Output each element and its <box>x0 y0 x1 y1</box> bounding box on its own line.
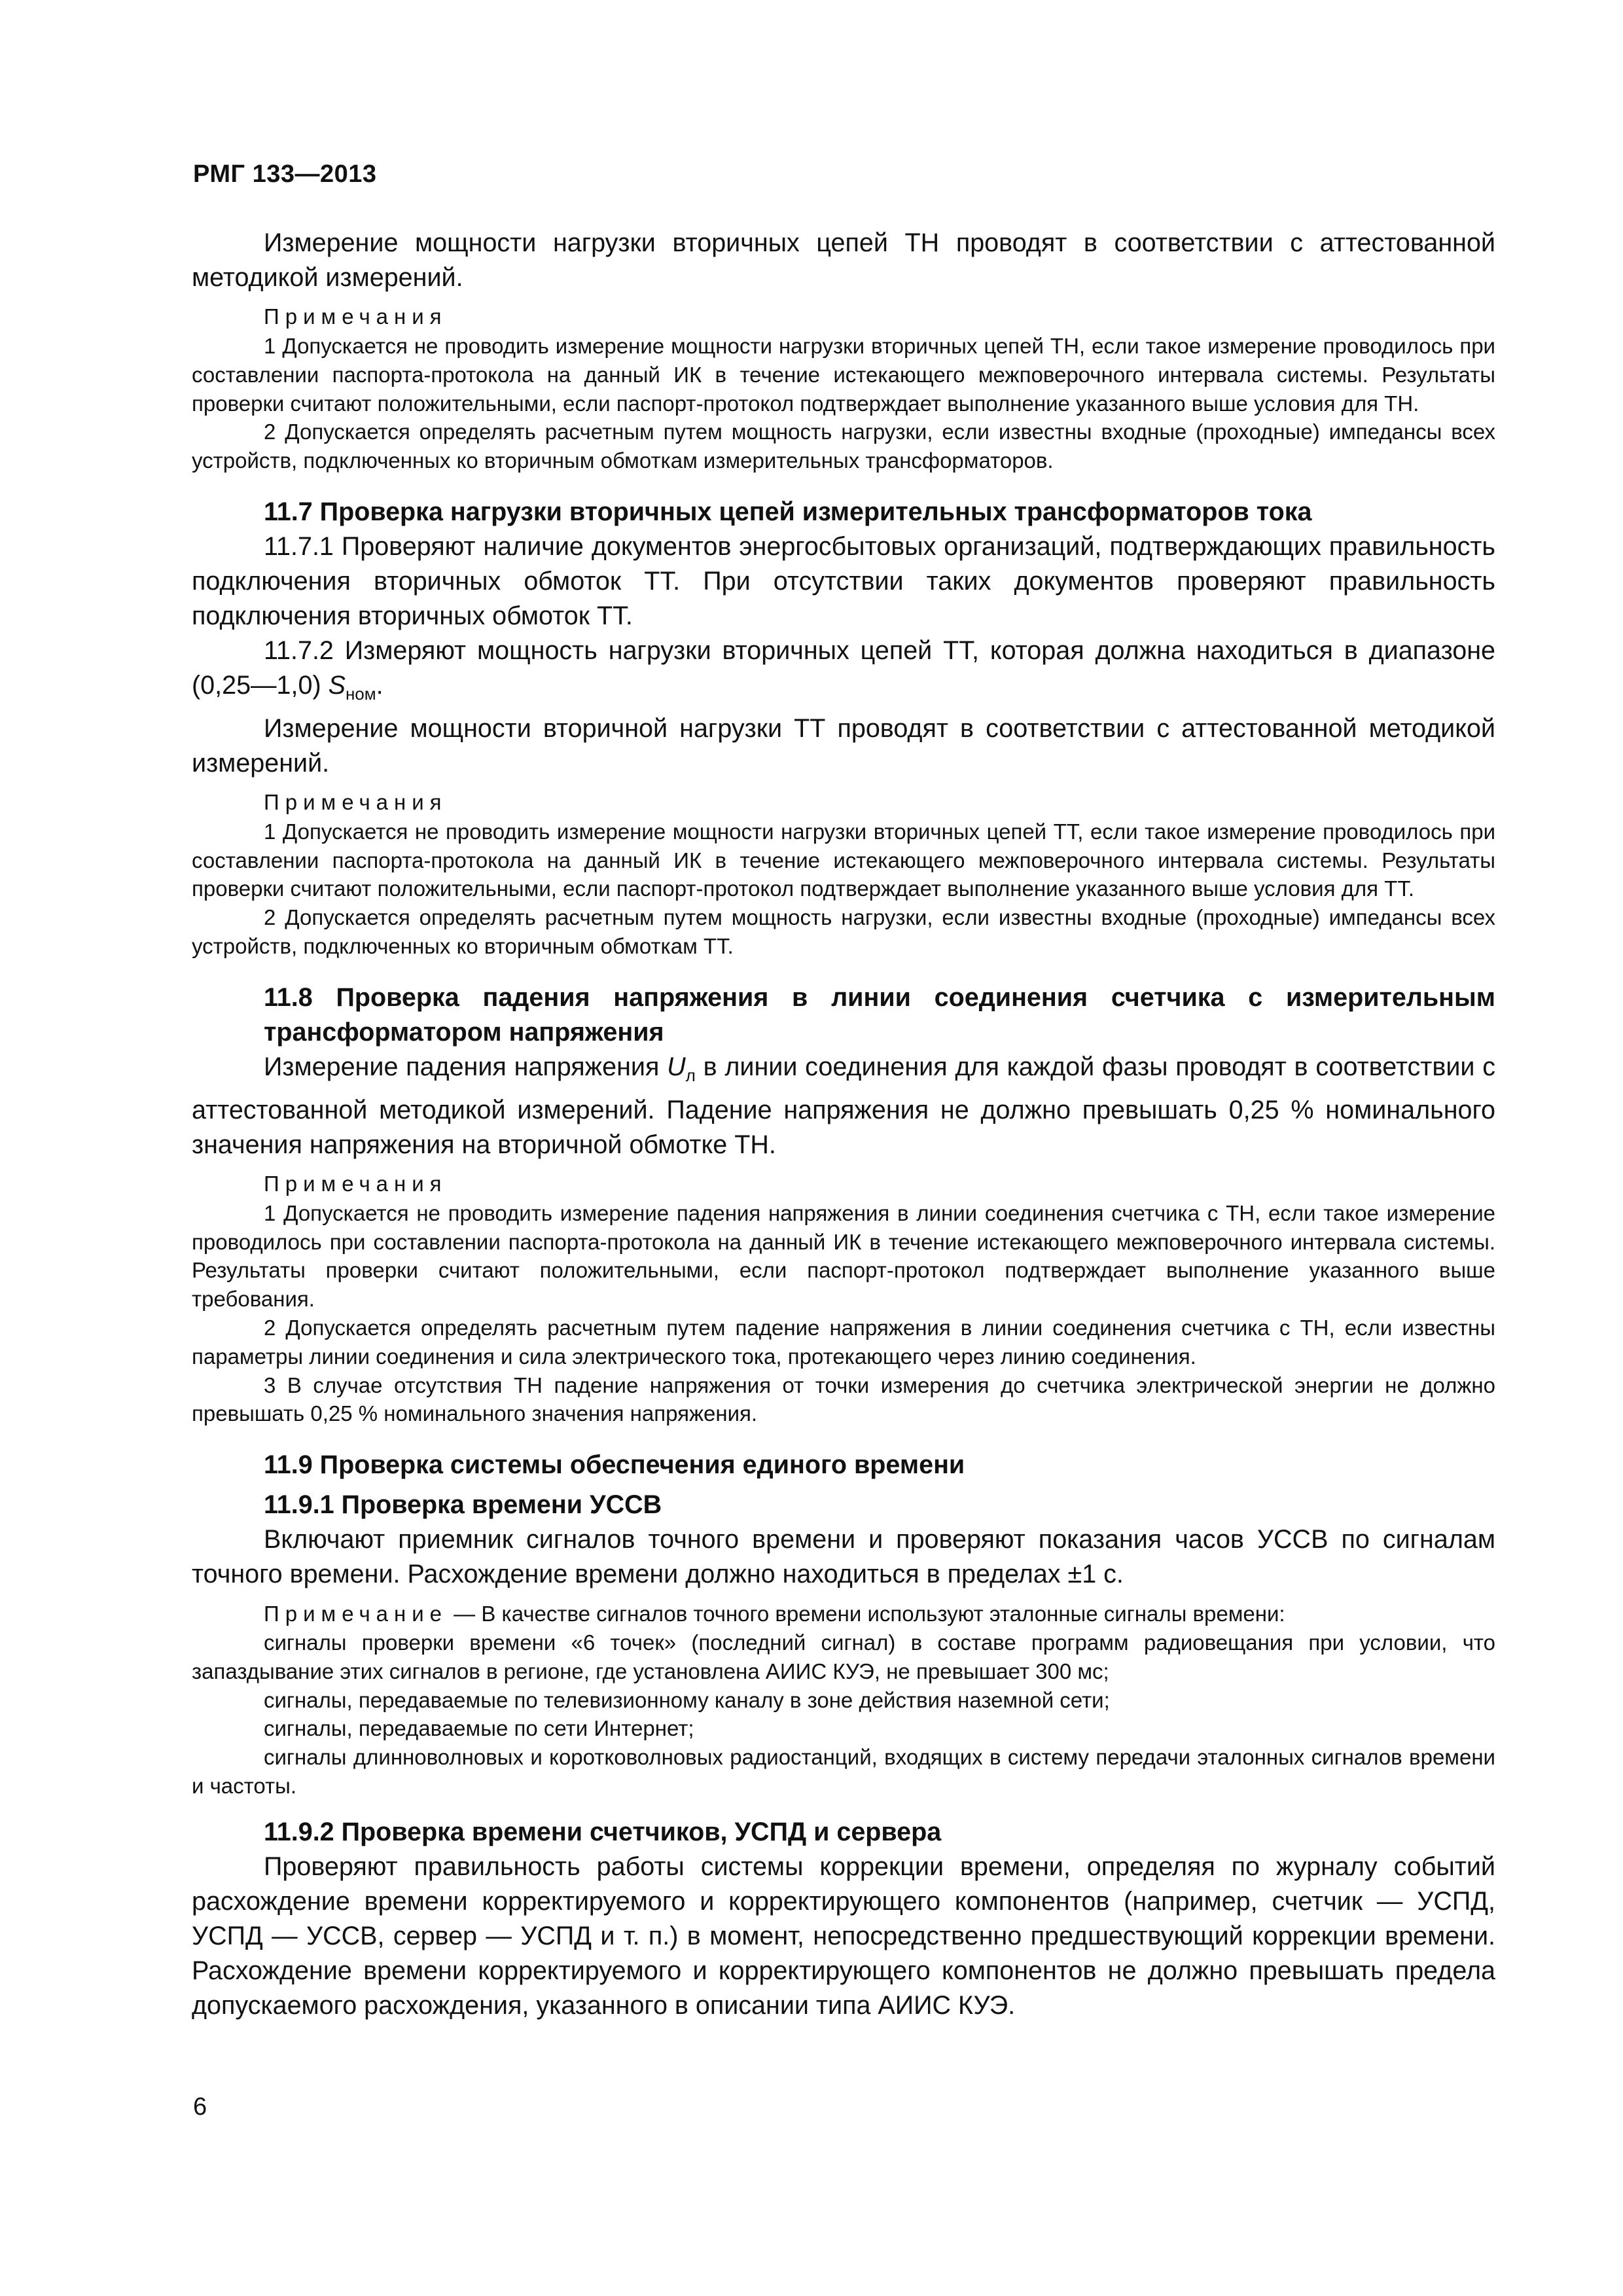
notes-label-3: Примечания <box>264 1171 448 1196</box>
u-symbol: U <box>667 1052 686 1081</box>
section-heading-11-9-1: 11.9.1 Проверка времени УССВ <box>264 1490 662 1520</box>
note-label-single: Примечание <box>264 1602 448 1626</box>
note-signal-item-3: сигналы, передаваемые по сети Интернет; <box>264 1716 694 1741</box>
page-number: 6 <box>193 2093 207 2121</box>
u-subscript: л <box>685 1065 696 1085</box>
note-voltage-2: 2 Допускается определять расчетным путем падение напряжения в линии соединения счетчика с ТН, если известны параметры линии соединения и сила электрического тока, протекающего через линию соединения. <box>192 1315 1495 1369</box>
main-text-column <box>192 226 1495 2023</box>
note-time-signals <box>192 1600 1495 1628</box>
paragraph-11-7-2 <box>192 634 1495 711</box>
note-signal-item-1: сигналы проверки времени «6 точек» (последний сигнал) в составе программ радиовещания при условии, что запаздывание этих сигналов в регионе, где установлена АИИС КУЭ, не превышает 300 мс; <box>192 1630 1495 1683</box>
note-signal-item-2: сигналы, передаваемые по телевизионному каналу в зоне действия наземной сети; <box>264 1687 1110 1712</box>
paragraph-11-7-1: 11.7.1 Проверяют наличие документов энергосбытовых организаций, подтверждающих правильность подключения вторичных обмоток ТТ. При отсутствии таких документов проверяют правильность подключения вторичных обмоток ТТ. <box>192 531 1495 630</box>
s-symbol: S <box>328 670 346 700</box>
note-2: 2 Допускается определять расчетным путем мощность нагрузки, если известны входные (проходные) импедансы всех устройств, подключенных ко вторичным обмоткам измерительных трансформаторов. <box>192 420 1495 473</box>
paragraph-11-7-2-end: . <box>376 670 383 700</box>
note-voltage-1: 1 Допускается не проводить измерение падения напряжения в линии соединения счетчика с ТН, если такое измерение проводилось при составлении паспорта-протокола на данный ИК в течение истекающего межповерочного интервала системы. Результаты проверки считают положительными, если паспорт-протокол подтверждает выполнение указанного выше требования. <box>192 1200 1495 1312</box>
paragraph-intro: Измерение мощности нагрузки вторичных цепей ТН проводят в соответствии с аттестованной методикой измерений. <box>192 228 1495 292</box>
paragraph-11-9-1: Включают приемник сигналов точного времени и проверяют показания часов УССВ по сигналам точного времени. Расхождение времени должно находиться в пределах ±1 с. <box>192 1525 1495 1589</box>
notes-label-2: Примечания <box>264 789 448 814</box>
note-1: 1 Допускается не проводить измерение мощности нагрузки вторичных цепей ТН, если такое измерение проводилось при составлении паспорта-протокола на данный ИК в течение истекающего межповерочного интервала системы. Результаты проверки считают положительными, если паспорт-протокол подтверждает выполнение указанного выше условия для ТН. <box>192 334 1495 416</box>
paragraph-11-8-text-a: Измерение падения напряжения <box>264 1052 668 1081</box>
note-tt-2: 2 Допускается определять расчетным путем мощность нагрузки, если известны входные (проходные) импедансы всех устройств, подключенных ко вторичным обмоткам ТТ. <box>192 905 1495 959</box>
note-signal-item-4: сигналы длинноволновых и коротковолновых радиостанций, входящих в систему передачи эталонных сигналов времени и частоты. <box>192 1745 1495 1798</box>
note-time-signals-text: — В качестве сигналов точного времени используют эталонные сигналы времени: <box>448 1602 1285 1626</box>
section-heading-11-7: 11.7 Проверка нагрузки вторичных цепей измерительных трансформаторов тока <box>264 497 1312 526</box>
paragraph-11-7-2-text: 11.7.2 Измеряют мощность нагрузки вторичных цепей ТТ, которая должна находиться в диапазоне (0,25—1,0) <box>192 636 1495 700</box>
note-voltage-3: 3 В случае отсутствия ТН падение напряжения от точки измерения до счетчика электрической энергии не должно превышать 0,25 % номинального значения напряжения. <box>192 1372 1495 1426</box>
s-subscript: ном <box>345 683 376 704</box>
paragraph-11-9-2: Проверяют правильность работы системы коррекции времени, определяя по журналу событий расхождение времени корректируемого и корректирующего компонентов (например, счетчик — УСПД, УСПД — УССВ, сервер — УСПД и т. п.) в момент, непосредственно предшествующий коррекции времени. Расхождение времени корректируемого и корректирующего компонентов не должно превышать предела допускаемого расхождения, указанного в описании типа АИИС КУЭ. <box>192 1852 1495 2020</box>
section-heading-11-9-2: 11.9.2 Проверка времени счетчиков, УСПД и сервера <box>264 1817 942 1846</box>
paragraph-11-8-text-b: в линии соединения для каждой фазы проводят в соответствии с аттестованной методикой измерений. Падение напряжения не должно превышать 0,25 % номинального значения напряжения на вторичной обмотке ТН. <box>192 1052 1495 1159</box>
note-tt-1: 1 Допускается не проводить измерение мощности нагрузки вторичных цепей ТТ, если такое измерение проводилось при составлении паспорта-протокола на данный ИК в течение истекающего межповерочного интервала системы. Результаты проверки считают положительными, если паспорт-протокол подтверждает выполнение указанного выше условия для ТТ. <box>192 819 1495 901</box>
section-heading-11-9: 11.9 Проверка системы обеспечения единого времени <box>264 1450 965 1480</box>
paragraph-11-8 <box>192 1050 1495 1162</box>
document-code-header: РМГ 133—2013 <box>193 160 377 188</box>
section-heading-11-8: 11.8 Проверка падения напряжения в линии соединения счетчика с измерительным трансформатором напряжения <box>264 982 1495 1047</box>
notes-label: Примечания <box>264 304 448 329</box>
paragraph-11-7-3: Измерение мощности вторичной нагрузки ТТ проводят в соответствии с аттестованной методикой измерений. <box>192 713 1495 778</box>
